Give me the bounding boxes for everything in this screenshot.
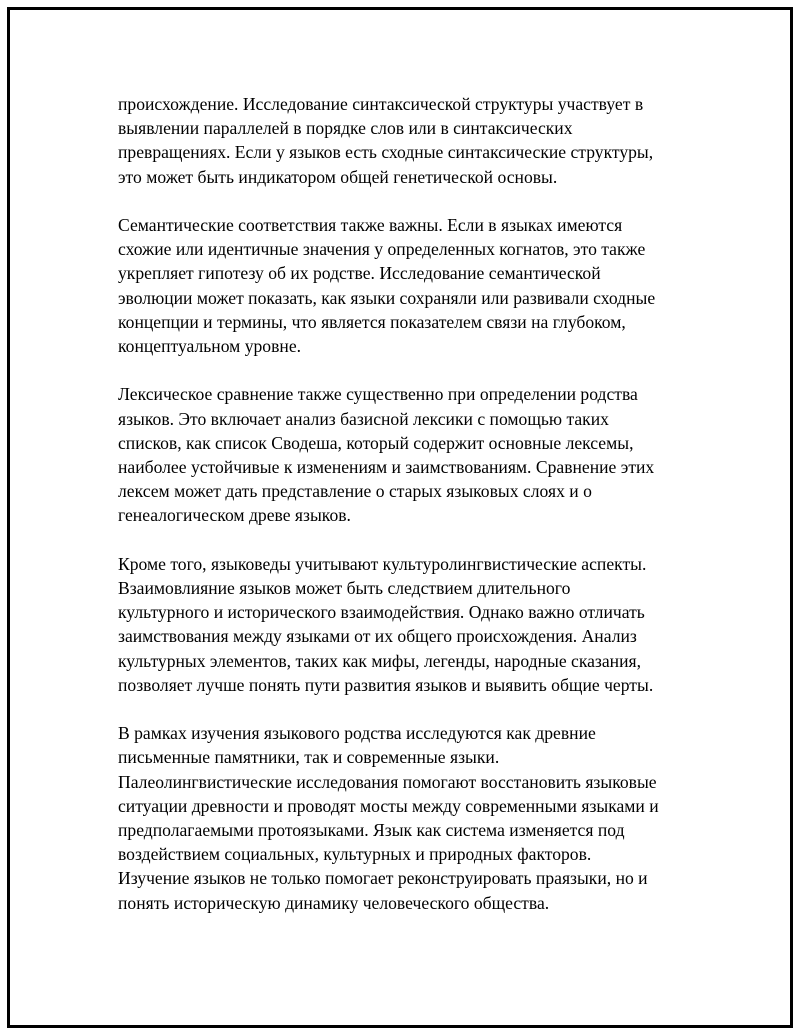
- text-line: Кроме того, языковеды учитывают культуролингвистические аспекты.: [118, 553, 647, 574]
- text-line: В рамках изучения языкового родства исследуются как древние: [118, 723, 596, 744]
- text-line: лексем может дать представление о старых языковых слоях и о: [118, 481, 592, 502]
- text-line: это может быть индикатором общей генетической основы.: [118, 166, 558, 187]
- paragraph: [118, 552, 718, 697]
- text-line: культурных элементов, таких как мифы, легенды, народные сказания,: [118, 650, 642, 671]
- text-line: концепции и термины, что является показателем связи на глубоком,: [118, 311, 626, 332]
- text-line: культурного и исторического взаимодействия. Однако важно отличать: [118, 602, 645, 623]
- text-line: заимствования между языками от их общего происхождения. Анализ: [118, 626, 637, 647]
- document-body: [118, 92, 718, 939]
- text-line: концептуальном уровне.: [118, 336, 302, 357]
- text-line: превращениях. Если у языков есть сходные синтаксические структуры,: [118, 142, 654, 163]
- text-line: происхождение. Исследование синтаксической структуры участвует в: [118, 94, 644, 114]
- text-line: выявлении параллелей в порядке слов или в синтаксических: [118, 118, 573, 139]
- text-line: эволюции может показать, как языки сохраняли или развивали сходные: [118, 287, 656, 308]
- text-line: позволяет лучше понять пути развития языков и выявить общие черты.: [118, 674, 654, 695]
- text-line: Палеолингвистические исследования помогают восстановить языковые: [118, 771, 657, 792]
- text-line: списков, как список Сводеша, который содержит основные лексемы,: [118, 432, 634, 453]
- text-line: предполагаемыми протоязыками. Язык как система изменяется под: [118, 820, 625, 841]
- text-line: наиболее устойчивые к изменениям и заимствованиям. Сравнение этих: [118, 457, 655, 478]
- text-line: Лексическое сравнение также существенно при определении родства: [118, 384, 638, 405]
- paragraph: [118, 382, 718, 527]
- text-line: письменные памятники, так и современные языки.: [118, 747, 500, 768]
- text-line: воздействием социальных, культурных и природных факторов.: [118, 844, 592, 865]
- text-line: Изучение языков не только помогает реконструировать праязыки, но и: [118, 868, 648, 889]
- text-line: укрепляет гипотезу об их родстве. Исследование семантической: [118, 263, 601, 284]
- text-line: Семантические соответствия также важны. Если в языках имеются: [118, 215, 623, 235]
- text-line: ситуации древности и проводят мосты между современными языками и: [118, 795, 659, 816]
- text-line: языков. Это включает анализ базисной лексики с помощью таких: [118, 408, 609, 429]
- paragraph: [118, 92, 718, 189]
- paragraph: [118, 721, 718, 915]
- text-line: Взаимовлияние языков может быть следствием длительного: [118, 578, 571, 599]
- text-line: схожие или идентичные значения у определенных когнатов, это также: [118, 239, 646, 260]
- paragraph: [118, 213, 718, 358]
- text-line: понять историческую динамику человеческого общества.: [118, 892, 550, 913]
- text-line: генеалогическом древе языков.: [118, 505, 351, 526]
